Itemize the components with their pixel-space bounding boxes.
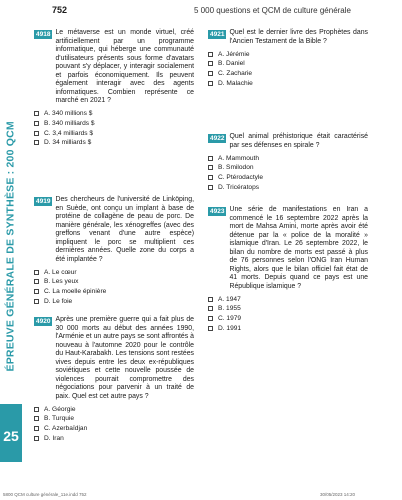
answer-label: C. 1979 — [218, 315, 242, 323]
answer-option[interactable] — [208, 50, 368, 59]
answer-option[interactable] — [34, 424, 194, 433]
checkbox[interactable] — [34, 426, 39, 431]
question-block — [34, 29, 194, 148]
question-block — [208, 206, 368, 334]
question-number: 4922 — [210, 135, 225, 142]
answer-option[interactable] — [34, 268, 194, 277]
checkbox[interactable] — [208, 175, 213, 180]
question-block — [34, 196, 194, 307]
checkbox[interactable] — [34, 289, 39, 294]
answer-list — [208, 50, 368, 88]
answer-option[interactable] — [208, 183, 368, 192]
checkbox[interactable] — [208, 52, 213, 57]
question-text: Des chercheurs de l'université de Linköping, en Suède, ont conçu un implant à base de protéine de collagène de peau de porc. De manière générale, les xénogreffes (avec des greffons venant d'une autre espèce) impliquent le porc se multiplient ces dernières années. Quelle zone du corps a été implantée ? — [55, 196, 194, 263]
answer-option[interactable] — [34, 139, 194, 148]
answer-label: B. Les yeux — [44, 278, 79, 286]
answer-label: C. Azerbaïdjan — [44, 425, 88, 433]
answer-list — [208, 295, 368, 333]
question-number: 4923 — [210, 208, 225, 215]
answer-label: C. 3,4 milliards $ — [44, 129, 94, 137]
question-block — [208, 29, 368, 89]
answer-label: D. Tricératops — [218, 183, 260, 191]
answer-option[interactable] — [208, 60, 368, 69]
running-head: 5 000 questions et QCM de culture générale — [194, 6, 351, 15]
answer-label: D. Le foie — [44, 297, 73, 305]
answer-option[interactable] — [208, 164, 368, 173]
checkbox[interactable] — [208, 61, 213, 66]
checkbox[interactable] — [208, 81, 213, 86]
answer-list — [34, 268, 194, 306]
answer-label: D. 34 milliards $ — [44, 139, 92, 147]
answer-option[interactable] — [208, 324, 368, 333]
answer-label: C. Ptérodactyle — [218, 174, 264, 182]
question-number: 4918 — [36, 31, 51, 38]
question-number: 4921 — [210, 31, 225, 38]
print-date: 30/05/2023 14:20 — [320, 492, 356, 497]
answer-label: D. Iran — [44, 434, 64, 442]
answer-list — [34, 110, 194, 148]
answer-option[interactable] — [34, 129, 194, 138]
answer-label: B. 1955 — [218, 305, 241, 313]
answer-option[interactable] — [34, 415, 194, 424]
question-text: Quel animal préhistorique était caractérisé par ses défenses en spirale ? — [229, 133, 368, 149]
answer-label: A. Mammouth — [218, 154, 260, 162]
checkbox[interactable] — [34, 407, 39, 412]
answer-option[interactable] — [34, 434, 194, 443]
chapter-tab-number: 25 — [3, 428, 19, 444]
answer-label: A. Le cœur — [44, 268, 77, 276]
checkbox[interactable] — [34, 121, 39, 126]
checkbox[interactable] — [208, 71, 213, 76]
question-number: 4920 — [36, 318, 51, 325]
answer-option[interactable] — [34, 110, 194, 119]
question-text: Quel est le dernier livre des Prophètes dans l'Ancien Testament de la Bible ? — [229, 29, 368, 45]
checkbox[interactable] — [34, 416, 39, 421]
checkbox[interactable] — [208, 297, 213, 302]
answer-label: B. 340 milliards $ — [44, 119, 95, 127]
answer-option[interactable] — [208, 295, 368, 304]
answer-option[interactable] — [208, 314, 368, 323]
answer-label: B. Daniel — [218, 60, 245, 68]
checkbox[interactable] — [208, 165, 213, 170]
question-text: Le métaverse est un monde virtuel, créé artificiellement par un programme informatique, qui héberge une communauté d'utilisateurs présents sous forme d'avatars pouvant s'y déplacer, y interagir socialement et parfois économiquement. Ils peuvent également interagir avec des agents informatiques. Combien représente ce marché en 2021 ? — [55, 29, 194, 104]
checkbox[interactable] — [34, 436, 39, 441]
checkbox[interactable] — [34, 111, 39, 116]
answer-label: B. Smilodon — [218, 164, 254, 172]
answer-label: A. Géorgie — [44, 405, 76, 413]
answer-option[interactable] — [34, 278, 194, 287]
answer-option[interactable] — [208, 173, 368, 182]
answer-option[interactable] — [34, 297, 194, 306]
checkbox[interactable] — [34, 270, 39, 275]
answer-label: A. 1947 — [218, 295, 241, 303]
checkbox[interactable] — [208, 185, 213, 190]
question-block — [34, 316, 194, 444]
checkbox[interactable] — [34, 299, 39, 304]
question-block — [208, 133, 368, 193]
answer-option[interactable] — [34, 287, 194, 296]
checkbox[interactable] — [208, 156, 213, 161]
checkbox[interactable] — [208, 316, 213, 321]
answer-label: C. Zacharie — [218, 70, 253, 78]
section-title: ÉPREUVE GÉNÉRALE DE SYNTHÈSE : 200 QCM — [4, 121, 17, 372]
checkbox[interactable] — [208, 326, 213, 331]
question-number: 4919 — [36, 198, 51, 205]
answer-option[interactable] — [208, 79, 368, 88]
answer-label: A. Jérémie — [218, 50, 250, 58]
answer-label: B. Turquie — [44, 415, 75, 423]
answer-list — [208, 154, 368, 192]
answer-label: D. Malachie — [218, 79, 253, 87]
checkbox[interactable] — [34, 140, 39, 145]
answer-option[interactable] — [34, 119, 194, 128]
answer-option[interactable] — [208, 69, 368, 78]
question-text: Une série de manifestations en Iran a commencé le 16 septembre 2022 après la mort de Mahsa Amini, morte après avoir été détenue par la « police de la moralité » islamique d'Iran. Le 26 septembre 2022, le bilan du nombre de morts est passé à plus de 76 personnes selon l'ONG Iran Human Rights, alors que le bilan officiel fait état de 41 morts. Depuis quand ce pays est une République islamique ? — [229, 206, 368, 290]
answer-list — [34, 405, 194, 443]
print-slug: 5800 QCM culture générale_11e.indd 752 — [3, 492, 87, 497]
answer-option[interactable] — [208, 305, 368, 314]
checkbox[interactable] — [34, 279, 39, 284]
answer-option[interactable] — [34, 405, 194, 414]
answer-label: D. 1991 — [218, 324, 242, 332]
checkbox[interactable] — [34, 131, 39, 136]
page-number: 752 — [52, 5, 68, 15]
answer-label: C. La moelle épinière — [44, 288, 107, 296]
answer-option[interactable] — [208, 154, 368, 163]
answer-label: A. 340 millions $ — [44, 110, 93, 118]
checkbox[interactable] — [208, 306, 213, 311]
question-text: Après une première guerre qui a fait plus de 30 000 morts au début des années 1990, l'Arménie et un autre pays se sont affrontés à nouveau à l'automne 2020 pour le contrôle du Haut-Karabakh. Les tensions sont restées vives depuis entre les deux ex-républiques soviétiques et cette nouvelle poussée de violences pourrait compromettre des négociations pour parvenir à un traité de paix. Quel est cet autre pays ? — [55, 316, 194, 400]
